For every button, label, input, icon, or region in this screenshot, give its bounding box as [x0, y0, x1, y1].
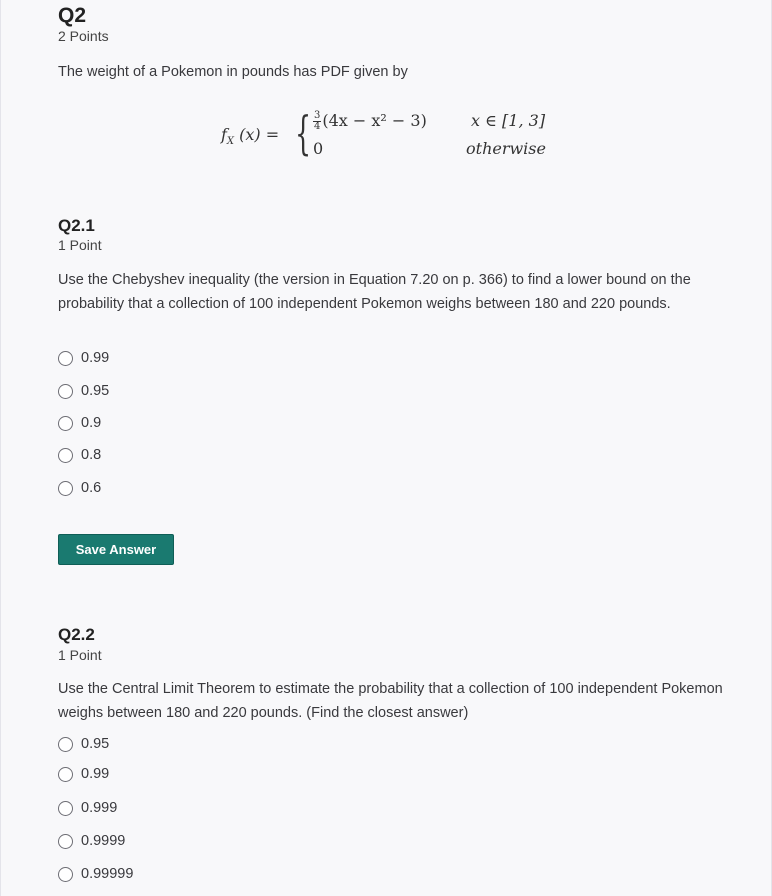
- question-text-q22: Use the Central Limit Theorem to estimate the probability that a collection of 100 independent Pokemon weighs between 180 and 220 pounds. (Find the closest answer): [58, 681, 723, 721]
- formula-case-1: [313, 111, 427, 132]
- fraction-denominator: 4: [314, 121, 321, 132]
- radio-button[interactable]: [58, 351, 73, 366]
- formula-condition-1: x ∈ [1, 3]: [471, 111, 546, 130]
- formula-case-1-expr: (4x − x² − 3): [322, 111, 427, 130]
- q22-option-3[interactable]: [58, 798, 117, 818]
- formula-fraction: [313, 111, 321, 132]
- option-label: 0.8: [81, 447, 102, 463]
- question-points-q2: 2 Points: [58, 28, 109, 44]
- question-points-q22: 1 Point: [58, 647, 102, 663]
- question-title-q22: Q2.2: [58, 625, 95, 644]
- save-answer-button[interactable]: Save Answer: [58, 534, 174, 565]
- option-label: 0.95: [81, 736, 110, 752]
- radio-button[interactable]: [58, 767, 73, 782]
- option-label: 0.99: [81, 350, 110, 366]
- radio-button[interactable]: [58, 737, 73, 752]
- option-label: 0.9999: [81, 833, 126, 849]
- q21-option-1[interactable]: [58, 348, 109, 368]
- option-label: 0.99999: [81, 866, 134, 882]
- q22-option-2[interactable]: [58, 764, 109, 784]
- formula-case-2: 0: [313, 139, 324, 158]
- question-title-q2: Q2: [58, 4, 87, 27]
- question-title-q21: Q2.1: [58, 216, 95, 235]
- formula-brace: {: [295, 106, 312, 160]
- question-text-q21: Use the Chebyshev inequality (the version in Equation 7.20 on p. 366) to find a lower bound on the probability that a collection of 100 independent Pokemon weighs between 180 and 220 pounds.: [58, 272, 691, 312]
- option-label: 0.6: [81, 480, 102, 496]
- q22-option-1[interactable]: [58, 734, 109, 754]
- radio-button[interactable]: [58, 481, 73, 496]
- question-intro-q2: The weight of a Pokemon in pounds has PDF given by: [58, 64, 408, 80]
- option-label: 0.999: [81, 800, 118, 816]
- formula-arg: (x): [234, 125, 266, 144]
- radio-button[interactable]: [58, 416, 73, 431]
- q21-option-4[interactable]: [58, 445, 101, 465]
- radio-button[interactable]: [58, 867, 73, 882]
- formula-f: f: [221, 125, 227, 144]
- q21-option-2[interactable]: [58, 381, 109, 401]
- q22-option-4[interactable]: [58, 831, 125, 851]
- option-label: 0.9: [81, 415, 102, 431]
- question-points-q21: 1 Point: [58, 237, 102, 253]
- q22-option-5[interactable]: [58, 864, 133, 884]
- option-label: 0.99: [81, 766, 110, 782]
- formula-subscript: X: [226, 136, 235, 148]
- fraction-numerator: 3: [314, 110, 321, 121]
- formula-lhs: [221, 125, 279, 147]
- radio-button[interactable]: [58, 801, 73, 816]
- radio-button[interactable]: [58, 384, 73, 399]
- radio-button[interactable]: [58, 448, 73, 463]
- q21-option-5[interactable]: [58, 478, 101, 498]
- formula-equals: =: [265, 125, 280, 144]
- formula-condition-2: otherwise: [466, 139, 546, 158]
- option-label: 0.95: [81, 383, 110, 399]
- radio-button[interactable]: [58, 834, 73, 849]
- q21-option-3[interactable]: [58, 413, 101, 433]
